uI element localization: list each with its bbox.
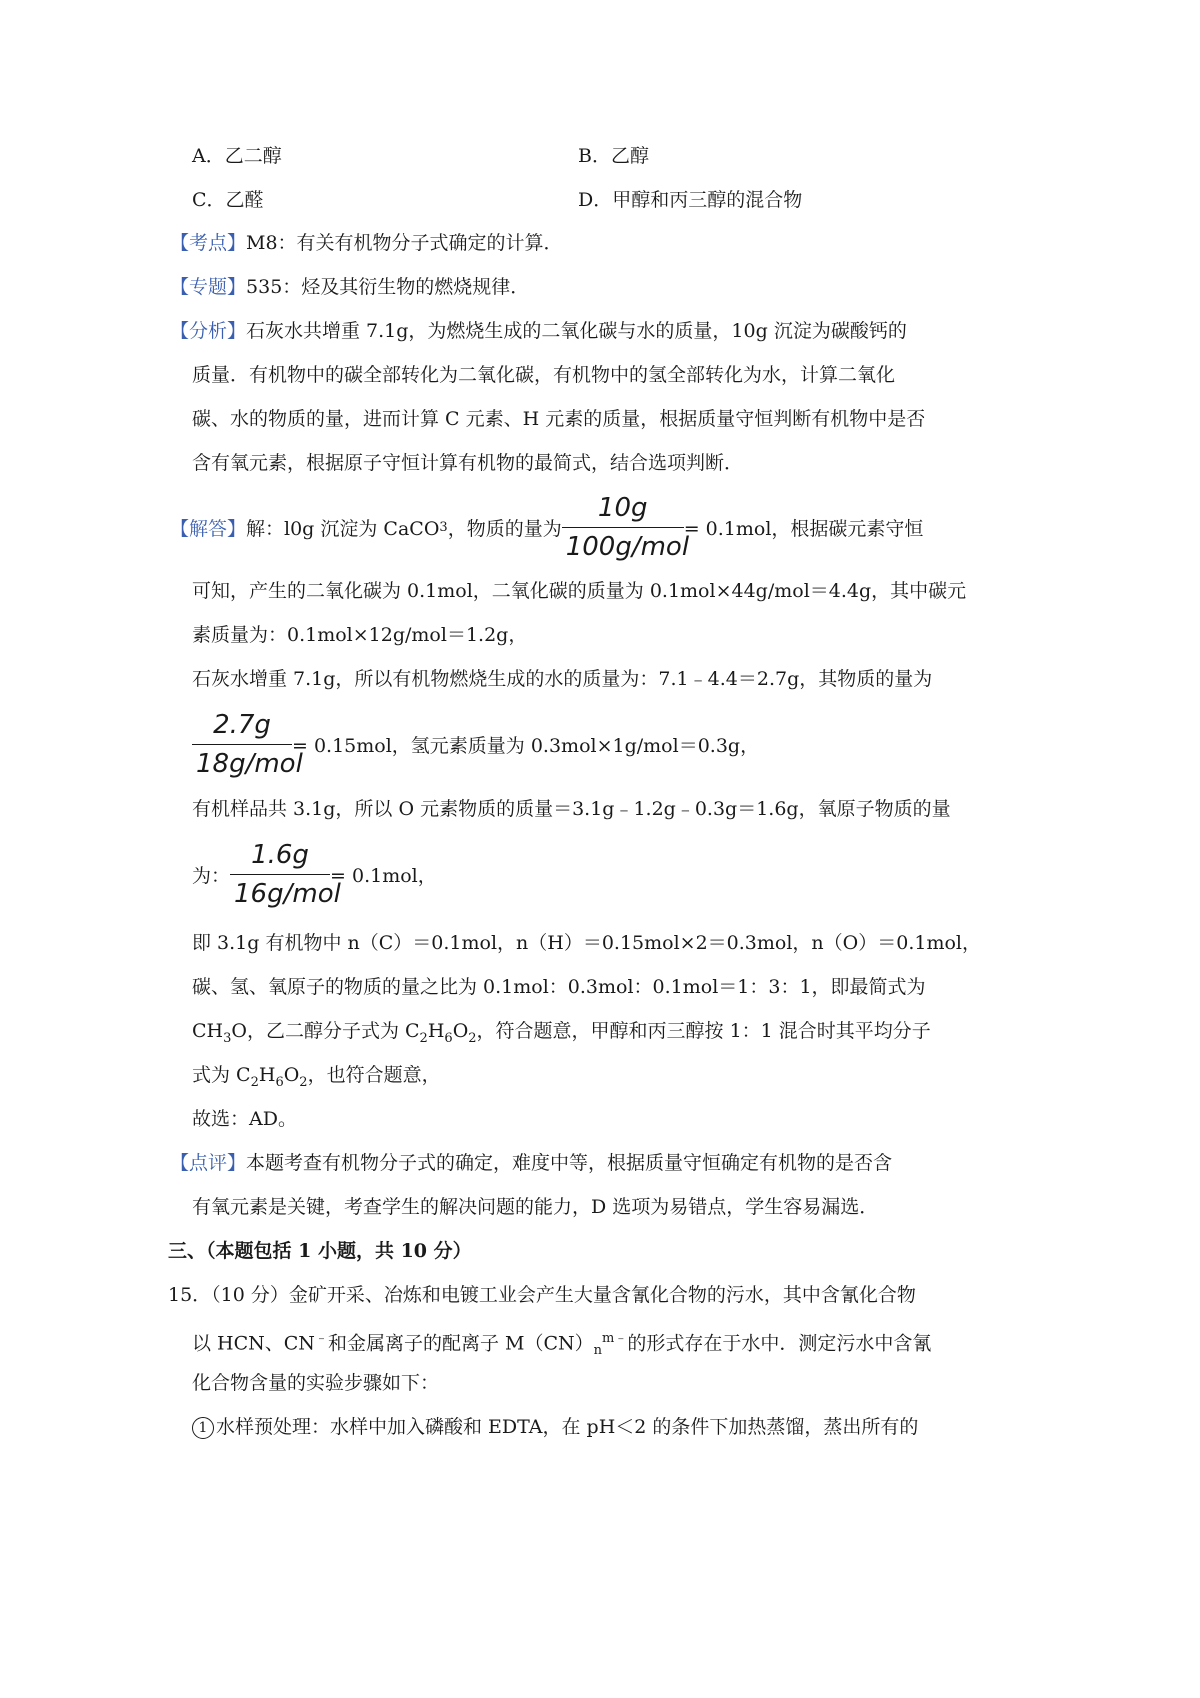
q15-sup-2: m﹣	[602, 1331, 628, 1346]
zhuanti-tag: 【专题】	[170, 276, 247, 298]
option-d: D．甲醇和丙三醇的混合物	[578, 189, 803, 211]
jieda-text-10a: CH	[192, 1020, 224, 1042]
jieda-text-1c: = 0.1mol，根据碳元素守恒	[683, 517, 924, 540]
jieda-sub-1: 3	[439, 519, 448, 535]
jieda-tag: 【解答】	[170, 517, 247, 540]
dianping-line-1	[170, 1149, 892, 1177]
fraction-3	[230, 838, 341, 911]
fenxi-text-1: 石灰水共增重 7.1g，为燃烧生成的二氧化碳与水的质量，10g 沉淀为碳酸钙的	[246, 320, 907, 342]
jieda-line-6: 有机样品共 3.1g，所以 O 元素物质的质量＝3.1g﹣1.2g﹣0.3g＝1.6g，氧原子物质的量	[192, 798, 951, 820]
jieda-sub-11-2: 6	[275, 1074, 284, 1090]
zhuanti-line	[170, 273, 529, 301]
dianping-text-1: 本题考查有机物分子式的确定，难度中等，根据质量守恒确定有机物的是否含	[246, 1152, 893, 1174]
jieda-text-1a: 解：l0g 沉淀为 CaCO	[246, 517, 440, 540]
jieda-text-7a: 为：	[192, 864, 231, 887]
jieda-line-1	[170, 492, 923, 562]
question-15-line-4	[192, 1413, 918, 1441]
fenxi-line-3: 碳、水的物质的量，进而计算 C 元素、H 元素的质量，根据质量守恒判断有机物中是否	[192, 408, 926, 430]
fenxi-tag: 【分析】	[170, 320, 247, 342]
dianping-tag: 【点评】	[170, 1152, 247, 1174]
jieda-text-1b: ，物质的量为	[447, 517, 562, 540]
q15-sup-1: ﹣	[314, 1331, 328, 1346]
option-b: B．乙醇	[578, 145, 649, 167]
jieda-text-11d: ，也符合题意，	[307, 1064, 441, 1086]
circled-number-icon: 1	[192, 1417, 214, 1439]
jieda-line-8: 即 3.1g 有机物中 n（C）＝0.1mol，n（H）＝0.15mol×2＝0.3mol，n（O）＝0.1mol，	[192, 932, 981, 954]
fraction-2-numerator: 2.7g	[213, 709, 271, 740]
jieda-text-10c: H	[427, 1020, 445, 1042]
fraction-3-numerator: 1.6g	[251, 839, 309, 870]
jieda-sub-11-1: 2	[250, 1074, 259, 1090]
jieda-line-3: 素质量为：0.1mol×12g/mol＝1.2g，	[192, 624, 528, 646]
jieda-text-11a: 式为 C	[192, 1064, 251, 1086]
jieda-line-9: 碳、氢、氧原子的物质的量之比为 0.1mol：0.3mol：0.1mol＝1：3：1，即最简式为	[192, 976, 926, 998]
jieda-sub-10-3: 6	[444, 1030, 453, 1046]
q15-text-2b: 和金属离子的配离子 M（CN）	[327, 1332, 594, 1355]
zhuanti-text: 535：烃及其衍生物的燃烧规律．	[246, 276, 530, 298]
section-heading: 三、（本题包括 1 小题，共 10 分）	[168, 1240, 472, 1262]
kaodian-tag: 【考点】	[170, 232, 247, 254]
jieda-text-11b: H	[258, 1064, 276, 1086]
fenxi-line-2: 质量．有机物中的碳全部转化为二氧化碳，有机物中的氢全部转化为水，计算二氧化	[192, 364, 896, 386]
jieda-text-10e: ，符合题意，甲醇和丙三醇按 1：1 混合时其平均分子	[476, 1020, 931, 1042]
jieda-text-11c: O	[283, 1064, 300, 1086]
fraction-2	[192, 708, 303, 781]
question-15-line-2	[192, 1325, 931, 1365]
jieda-text-10d: O	[452, 1020, 469, 1042]
jieda-line-12: 故选：AD。	[192, 1108, 297, 1130]
jieda-line-11	[192, 1061, 441, 1097]
kaodian-text: M8：有关有机物分子式确定的计算．	[246, 232, 563, 254]
question-15-line-3: 化合物含量的实验步骤如下：	[192, 1372, 440, 1394]
option-a: A．乙二醇	[192, 145, 282, 167]
jieda-sub-10-1: 3	[223, 1030, 232, 1046]
jieda-line-4: 石灰水增重 7.1g，所以有机物燃烧生成的水的质量为：7.1﹣4.4＝2.7g，其物质的量为	[192, 668, 933, 690]
kaodian-line	[170, 229, 563, 257]
question-15-line-1: 15．（10 分）金矿开采、冶炼和电镀工业会产生大量含氰化合物的污水，其中含氰化合物	[168, 1284, 916, 1306]
dianping-line-2: 有氧元素是关键，考查学生的解决问题的能力，D 选项为易错点，学生容易漏选．	[192, 1196, 879, 1218]
q15-text-4: 水样预处理：水样中加入磷酸和 EDTA，在 pH＜2 的条件下加热蒸馏，蒸出所有的	[216, 1416, 919, 1438]
fenxi-line-1	[170, 317, 907, 345]
jieda-text-5: = 0.15mol，氢元素质量为 0.3mol×1g/mol＝0.3g，	[292, 734, 760, 757]
option-c: C．乙醛	[192, 189, 264, 211]
jieda-line-2: 可知，产生的二氧化碳为 0.1mol，二氧化碳的质量为 0.1mol×44g/mol＝4.4g，其中碳元	[192, 580, 967, 602]
jieda-sub-10-4: 2	[468, 1030, 477, 1046]
fraction-2-denominator: 18g/mol	[192, 744, 292, 781]
q15-sub-n: n	[593, 1343, 602, 1359]
q15-text-2a: 以 HCN、CN	[192, 1332, 315, 1355]
jieda-line-7	[192, 838, 437, 910]
fraction-1-denominator: 100g/mol	[562, 527, 684, 564]
fraction-3-denominator: 16g/mol	[230, 874, 330, 911]
jieda-text-7b: = 0.1mol，	[330, 864, 437, 887]
jieda-sub-10-2: 2	[419, 1030, 428, 1046]
fenxi-line-4: 含有氧元素，根据原子守恒计算有机物的最简式，结合选项判断．	[192, 452, 744, 474]
jieda-line-5	[192, 708, 759, 780]
jieda-line-10	[192, 1017, 931, 1053]
q15-text-2c: 的形式存在于水中．测定污水中含氰	[627, 1332, 932, 1355]
jieda-text-10b: O，乙二醇分子式为 C	[231, 1020, 420, 1042]
fraction-1-numerator: 10g	[597, 492, 648, 523]
fraction-1	[562, 491, 690, 564]
jieda-sub-11-3: 2	[299, 1074, 308, 1090]
